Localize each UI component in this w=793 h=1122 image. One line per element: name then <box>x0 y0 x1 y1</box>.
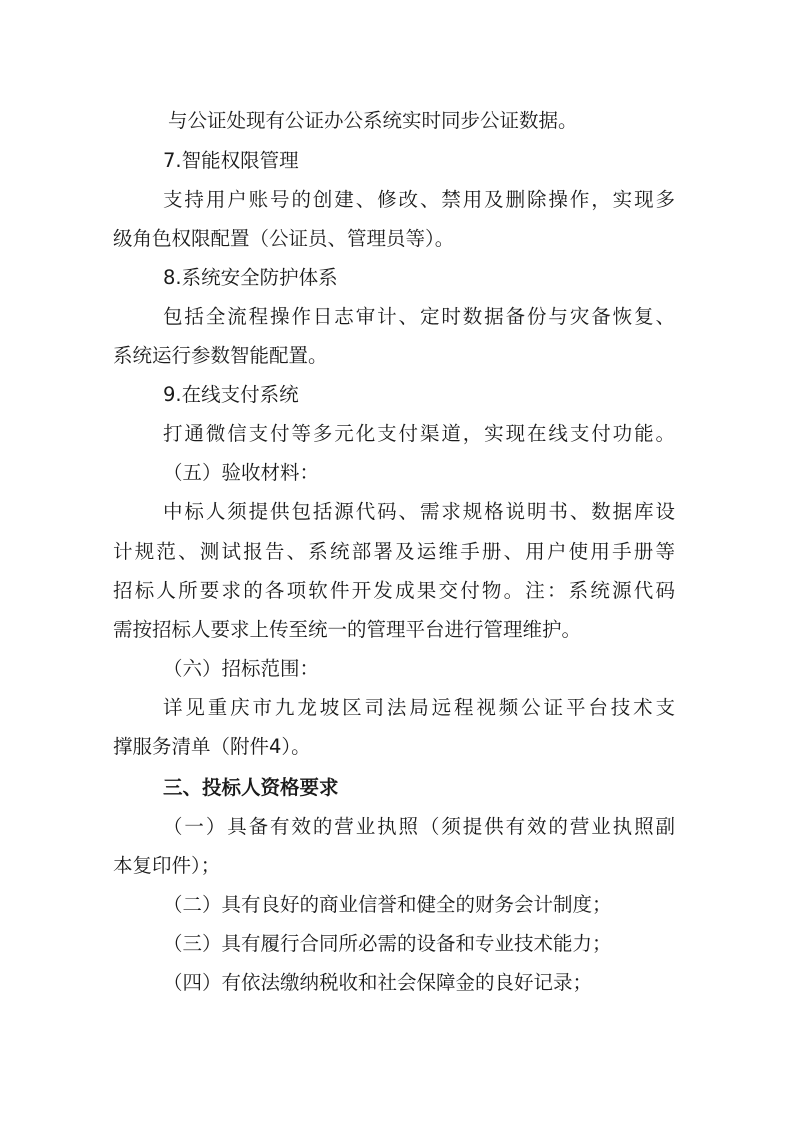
paragraph-line: （四）有依法缴纳税收和社会保障金的良好记录； <box>163 971 593 994</box>
paragraph-line: 招标人所要求的各项软件开发成果交付物。注：系统源代码 <box>113 579 675 602</box>
section-heading: （五）验收材料： <box>163 461 320 484</box>
paragraph-line: 包括全流程操作日志审计、定时数据备份与灾备恢复、 <box>163 305 675 328</box>
paragraph-line: 打通微信支付等多元化支付渠道，实现在线支付功能。 <box>163 422 675 445</box>
paragraph-line: 需按招标人要求上传至统一的管理平台进行管理维护。 <box>113 618 582 641</box>
paragraph-line: 撑服务清单（附件4）。 <box>113 735 311 758</box>
section-heading: （六）招标范围： <box>163 657 320 680</box>
paragraph-line: 级角色权限配置（公证员、管理员等）。 <box>113 227 455 250</box>
paragraph-line: 与公证处现有公证办公系统实时同步公证数据。 <box>168 109 578 132</box>
paragraph-line: （一）具备有效的营业执照（须提供有效的营业执照副 <box>163 815 675 838</box>
paragraph-line: （二）具有良好的商业信誉和健全的财务会计制度； <box>163 893 612 916</box>
section-heading: 8.系统安全防护体系 <box>163 266 338 289</box>
paragraph-line: 本复印件）； <box>113 854 221 877</box>
paragraph-line: 中标人须提供包括源代码、需求规格说明书、数据库设 <box>163 500 675 523</box>
section-heading: 7.智能权限管理 <box>163 149 299 172</box>
section-heading: 9.在线支付系统 <box>163 383 299 406</box>
paragraph-line: 详见重庆市九龙坡区司法局远程视频公证平台技术支 <box>163 696 675 719</box>
paragraph-line: （三）具有履行合同所必需的设备和专业技术能力； <box>163 932 612 955</box>
paragraph-line: 支持用户账号的创建、修改、禁用及删除操作，实现多 <box>163 188 675 211</box>
chapter-heading: 三、投标人资格要求 <box>163 776 339 799</box>
paragraph-line: 计规范、测试报告、系统部署及运维手册、用户使用手册等 <box>113 540 675 563</box>
paragraph-line: 系统运行参数智能配置。 <box>113 344 328 367</box>
